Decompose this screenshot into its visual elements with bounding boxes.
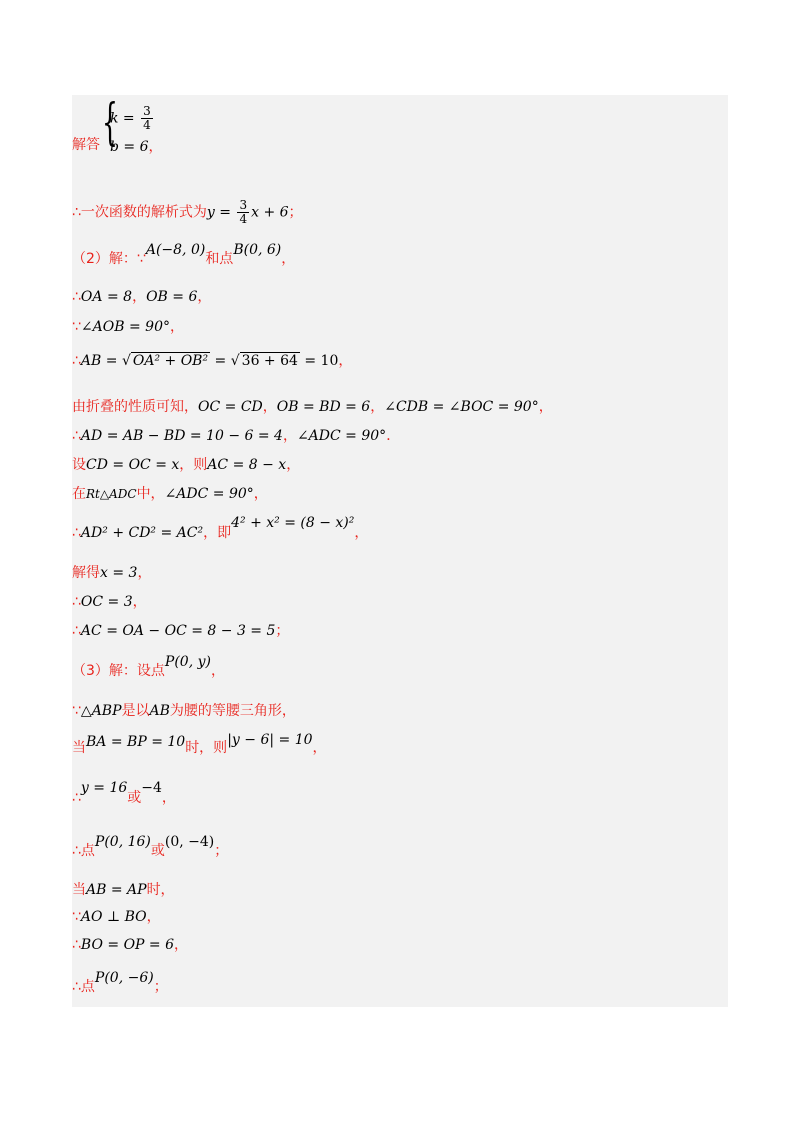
math-expression: OA = 8	[80, 289, 133, 305]
solution-line: ∴一次函数的解析式为y = $\frac{3}{4}$ x + 6；	[72, 198, 303, 226]
sqrt-expression: 36 + 64	[241, 353, 298, 369]
solution-line	[72, 135, 100, 155]
solution-line: ∴OA = 8，OB = 6，	[72, 289, 212, 305]
solution-line: ∵AO ⊥ BO，	[72, 909, 161, 925]
solution-line: ∵∠AOB = 90°，	[72, 319, 184, 335]
solution-line: ∴点P(0, −6)；	[72, 970, 168, 995]
solution-line: ∴BO = OP = 6，	[72, 937, 189, 953]
solution-sheet	[72, 95, 728, 1007]
brace-symbol: {	[102, 93, 118, 151]
math-expression: A(−8, 0)	[145, 242, 206, 258]
fraction: $\frac{3}{4}$	[239, 198, 248, 226]
solution-line: 解得x = 3，	[72, 565, 152, 581]
solution-line: 在Rt△ADC中，∠ADC = 90°，	[72, 486, 268, 502]
equation-b: b = 6，	[110, 139, 163, 155]
math-expression: k =	[110, 110, 140, 127]
solution-line: 当BA = BP = 10时，则|y − 6| = 10，	[72, 732, 327, 756]
text-label: 解答	[72, 137, 100, 153]
math-expression: B(0, 6)	[233, 242, 282, 258]
math-expression: ∠AOB = 90°	[80, 319, 170, 335]
solution-line: 由折叠的性质可知，OC = CD，OB = BD = 6，∠CDB = ∠BOC = 90°，	[72, 399, 553, 415]
solution-line: （3）解：设点P(0, y)，	[72, 654, 225, 679]
solution-line: 设CD = OC = x，则AC = 8 − x，	[72, 457, 301, 473]
solution-line: ∴AD² + CD² = AC²，即4² + x² = (8 − x)²，	[72, 515, 369, 541]
solution-line: ∴AC = OA − OC = 8 − 3 = 5；	[72, 623, 290, 639]
math-expression: OB = 6	[146, 289, 198, 305]
solution-line: ∴点P(0, 16)或(0, −4)；	[72, 834, 229, 859]
solution-line: ∵△ABP是以AB为腰的等腰三角形，	[72, 703, 296, 719]
math-expression: b = 6	[110, 139, 149, 155]
solution-line: 当AB = AP时，	[72, 882, 175, 898]
sqrt-expression: OA² + OB²	[132, 353, 209, 369]
solution-line: （2）解：∵A(−8, 0)和点B(0, 6)，	[72, 242, 296, 267]
solution-line: ∴AB = √ OA² + OB² = √ 36 + 64 = 10，	[72, 353, 353, 369]
fraction: $\frac{3}{4}$	[143, 104, 151, 132]
solution-line: ∴OC = 3，	[72, 594, 147, 610]
equation-k	[110, 105, 155, 132]
solution-line: ∴y = 16或−4，	[72, 780, 176, 806]
solution-line: ∴AD = AB − BD = 10 − 6 = 4，∠ADC = 90°．	[72, 428, 401, 444]
math-expression: y =	[206, 204, 236, 221]
